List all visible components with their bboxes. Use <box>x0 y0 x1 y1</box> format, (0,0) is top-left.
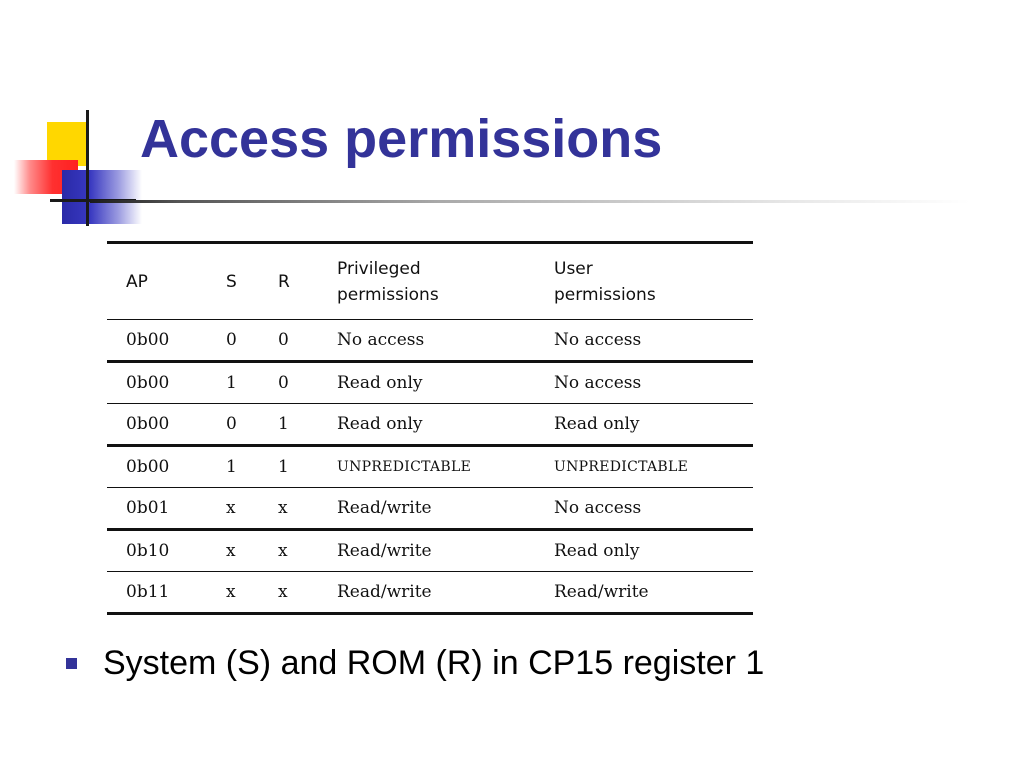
header-user-permissions <box>535 243 753 320</box>
square-bullet-icon <box>66 658 77 669</box>
cell-ap: 0b00 <box>126 457 170 477</box>
table-row <box>107 530 753 572</box>
cell-user: Read only <box>554 541 640 561</box>
header-privileged-label: Privileged permissions <box>337 258 439 305</box>
header-ap: AP <box>126 271 148 292</box>
cell-user: Read only <box>554 414 640 434</box>
cell-s: 1 <box>226 457 237 477</box>
cell-ap: 0b00 <box>126 414 170 434</box>
table-row <box>107 362 753 404</box>
cell-r: x <box>278 498 288 518</box>
slide-title: Access permissions <box>140 109 663 169</box>
cell-privileged: Read only <box>337 414 423 434</box>
cell-user: No access <box>554 498 642 518</box>
cell-ap: 0b11 <box>126 582 170 602</box>
cell-privileged: Read only <box>337 373 423 393</box>
cell-ap: 0b10 <box>126 541 170 561</box>
table-row <box>107 404 753 446</box>
cell-r: 1 <box>278 414 289 434</box>
cell-r: x <box>278 541 288 561</box>
access-permissions-table <box>107 241 753 615</box>
header-r: R <box>278 271 290 292</box>
bullet-item <box>66 644 764 683</box>
cell-user: No access <box>554 373 642 393</box>
cell-ap: 0b01 <box>126 498 170 518</box>
header-user-label: User permissions <box>554 258 656 305</box>
cell-s: x <box>226 582 236 602</box>
cell-user: Read/write <box>554 582 649 602</box>
cell-privileged: UNPREDICTABLE <box>337 459 472 475</box>
table-row <box>107 446 753 488</box>
cell-privileged: Read/write <box>337 498 432 518</box>
cell-r: 0 <box>278 373 289 393</box>
table-header-row <box>107 243 753 320</box>
cell-s: 0 <box>226 414 237 434</box>
logo-vertical-line <box>86 110 89 226</box>
cell-s: x <box>226 498 236 518</box>
cell-s: x <box>226 541 236 561</box>
cell-s: 1 <box>226 373 237 393</box>
cell-user: UNPREDICTABLE <box>554 459 689 475</box>
cell-s: 0 <box>226 330 237 350</box>
table-row <box>107 488 753 530</box>
header-s: S <box>226 271 237 292</box>
title-divider <box>90 200 970 203</box>
cell-user: No access <box>554 330 642 350</box>
cell-ap: 0b00 <box>126 373 170 393</box>
cell-r: x <box>278 582 288 602</box>
cell-privileged: Read/write <box>337 541 432 561</box>
bullet-text: System (S) and ROM (R) in CP15 register 1 <box>103 644 765 682</box>
cell-r: 1 <box>278 457 289 477</box>
table-row <box>107 320 753 362</box>
table-row <box>107 572 753 614</box>
header-privileged-permissions <box>318 243 535 320</box>
cell-privileged: Read/write <box>337 582 432 602</box>
logo-blue-block <box>62 170 142 224</box>
cell-r: 0 <box>278 330 289 350</box>
cell-ap: 0b00 <box>126 330 170 350</box>
cell-privileged: No access <box>337 330 425 350</box>
